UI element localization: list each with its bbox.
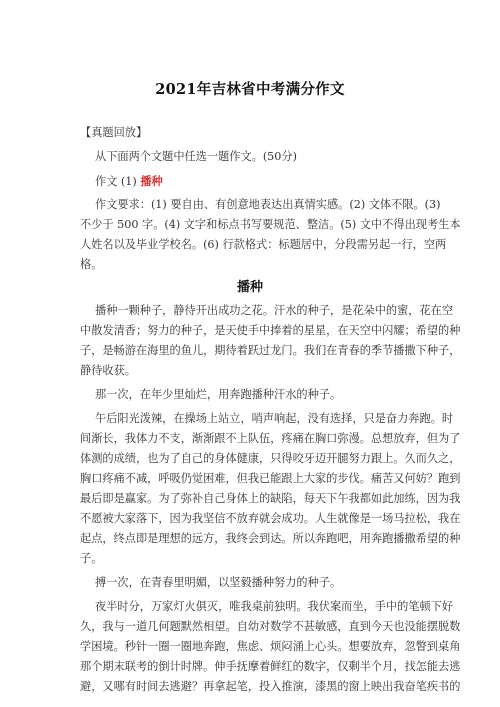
requirements-line: 格。 xyxy=(80,258,103,271)
body-line: 静待收获。 xyxy=(80,364,136,377)
body-line: 间渐长，我体力不支，渐渐跟不上队伍，疼痛在胸口弥漫。总想放弃，但为了 xyxy=(80,432,461,445)
body-line: 起点，终点即是理想的远方，我终会到达。所以奔跑吧，用奔跑播撒希望的种 xyxy=(80,532,461,545)
body-line: 体测的成绩，也为了自己的身体健康，只得咬牙迈开腿努力跟上。久而久之， xyxy=(80,452,461,465)
body-line: 播种一颗种子，静待开出成功之花。汗水的种子，是花朵中的蜜，花在空 xyxy=(95,304,454,317)
requirements-line: 作文要求：(1) 要自由、有创意地表达出真情实感。(2) 文体不限。(3) xyxy=(95,198,441,211)
requirements-line: 不少于 500 字。(4) 文字和标点书写要规范、整洁。(5) 文中不得出现考生本 xyxy=(80,218,461,231)
prompt-prefix: 作文 (1) xyxy=(95,175,141,188)
requirements-line: 人姓名以及毕业学校名。(6) 行款格式：标题居中，分段需另起一行，空两 xyxy=(80,238,447,251)
body-line: 午后阳光泼辣，在操场上站立，哨声响起，没有选择，只是奋力奔跑。时 xyxy=(95,412,454,425)
body-line: 子。 xyxy=(80,552,103,565)
body-line: 胸口疼痛不减，呼吸仍觉困难，但我已能跟上大家的步伐。痛苦又何妨？跑到 xyxy=(80,472,461,485)
instruction-text: 从下面两个文题中任选一题作文。(50分) xyxy=(95,150,297,163)
body-line: 避，又哪有时间去逃避？再拿起笔，投入推演，漆黑的窗上映出我奋笔疾书的 xyxy=(80,680,461,693)
section-label: 【真题回放】 xyxy=(80,126,148,139)
body-line: 久，我与一道几何题默然相望。自幼对数学不甚敏感，直到今天也没能摆脱数 xyxy=(80,620,461,633)
body-line: 不愿被大家落下，因为我坚信不放弃就会成功。人生就像是一场马拉松，我在 xyxy=(80,512,461,525)
page-title: 2021年吉林省中考满分作文 xyxy=(155,81,345,98)
essay-title: 播种 xyxy=(236,280,263,295)
prompt-line xyxy=(95,174,430,189)
body-line: 子，是畅游在海里的鱼儿，期待着跃过龙门。我们在青春的季节播撒下种子， xyxy=(80,344,461,357)
body-line: 中散发清香；努力的种子，是天使手中捧着的星星，在天空中闪耀；希望的种 xyxy=(80,324,461,337)
body-line: 夜半时分，万家灯火俱灭，唯我桌前独明。我伏案而坐，手中的笔顿下好 xyxy=(95,600,454,613)
body-line: 搏一次，在青春里明媚，以坚毅播种努力的种子。 xyxy=(95,576,342,589)
prompt-topic: 播种 xyxy=(140,174,163,188)
body-line: 那个期末联考的倒计时牌。伸手抚摩着鲜红的数字，仅剩半个月，找怎能去逃 xyxy=(80,660,461,673)
body-line: 最后即是赢家。为了弥补自己身体上的缺陷，每天下午我都如此加练，因为我 xyxy=(80,492,461,505)
body-line: 那一次，在年少里灿烂，用奔跑播种汗水的种子。 xyxy=(95,388,342,401)
body-line: 学困境。秒针一圈一圈地奔跑，焦虑、烦闷涌上心头。想要放弃，忽瞥到桌角 xyxy=(80,640,461,653)
